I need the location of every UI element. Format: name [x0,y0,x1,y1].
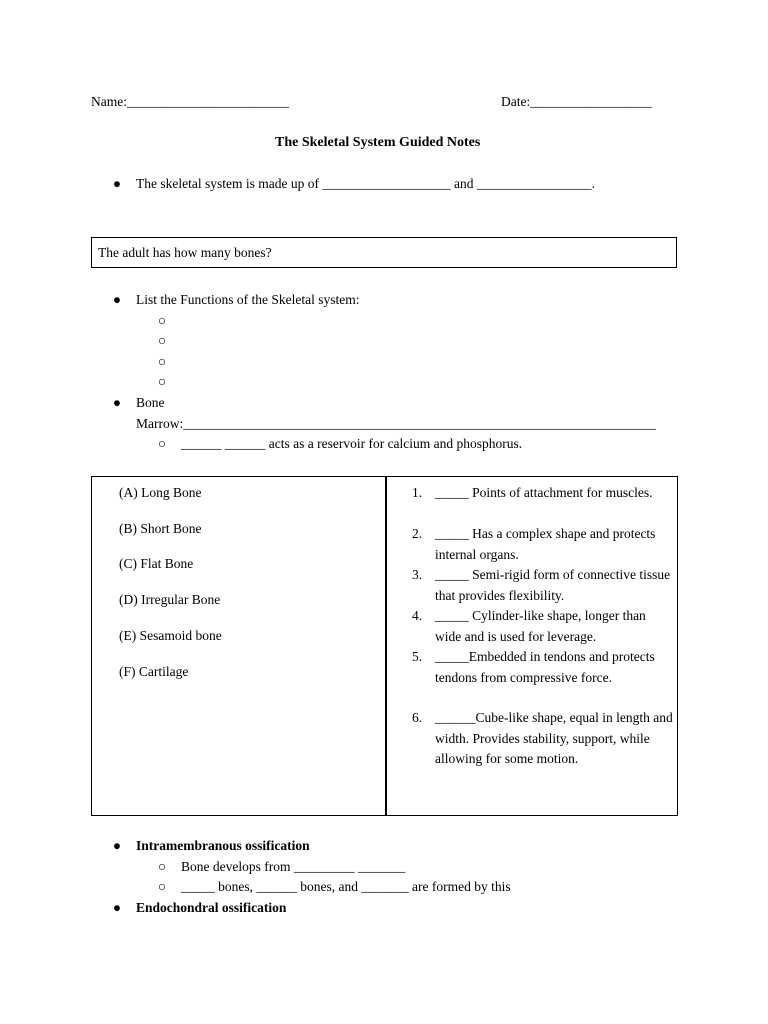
definition-number: 6. [412,710,423,725]
bone-type-item: (F) Cartilage [119,664,189,679]
name-field: Name:________________________ [91,94,289,109]
bone-type-item: (B) Short Bone [119,521,202,536]
bullet-icon: ● [112,395,122,410]
circle-bullet-icon: ○ [157,374,167,389]
bone-type-item: (A) Long Bone [119,485,202,500]
circle-bullet-icon: ○ [157,313,167,328]
matching-table [91,476,678,816]
bone-type-item: (D) Irregular Bone [119,592,221,607]
definition-number: 4. [412,608,423,623]
definition-text: _____ Semi-rigid form of connective tissue that provides flexibility. [435,567,671,603]
bullet-icon: ● [112,838,122,853]
table-divider [385,476,387,816]
definition-number: 3. [412,567,423,582]
bone-type-item: (E) Sesamoid bone [119,628,222,643]
question-text: The adult has how many bones? [98,245,272,260]
intramembranous-heading-text: Intramembranous ossification [136,838,310,853]
definition-text: _____ Cylinder-like shape, longer than wide and is used for leverage. [435,608,646,644]
definition-text: ______Cube-like shape, equal in length and width. Provides stability, support, while allowing for some motion. [435,710,673,766]
definition-number: 2. [412,526,423,541]
endochondral-heading-text: Endochondral ossification [136,900,287,915]
definition-text: _____Embedded in tendons and protects tendons from compressive force. [435,649,655,685]
functions-label: List the Functions of the Skeletal system: [136,292,360,307]
bone-marrow-label: Bone [136,395,165,410]
circle-bullet-icon: ○ [157,859,167,874]
bone-marrow-line: Marrow:______________________________________________________________________ [136,416,656,431]
definition-text: _____ Has a complex shape and protects internal organs. [435,526,656,562]
circle-bullet-icon: ○ [157,879,167,894]
page-title: The Skeletal System Guided Notes [275,135,481,150]
definition-number: 1. [412,485,423,500]
date-field: Date:__________________ [501,94,652,109]
circle-bullet-icon: ○ [157,436,167,451]
definition-number: 5. [412,649,423,664]
bullet-icon: ● [112,900,122,915]
circle-bullet-icon: ○ [157,333,167,348]
definition-text: _____ Points of attachment for muscles. [435,485,653,500]
intramembranous-heading [136,836,310,857]
endochondral-heading [136,898,286,919]
intramembranous-sub2: _____ bones, ______ bones, and _______ are formed by this [181,879,511,894]
bullet-icon: ● [112,292,122,307]
bone-marrow-sub: ______ ______ acts as a reservoir for calcium and phosphorus. [181,436,523,451]
intro-bullet-text: The skeletal system is made up of ___________________ and _________________. [136,176,595,191]
bone-type-item: (C) Flat Bone [119,556,194,571]
circle-bullet-icon: ○ [157,354,167,369]
intramembranous-sub1: Bone develops from _________ _______ [181,859,406,874]
bullet-icon: ● [112,176,122,191]
question-box [91,237,677,268]
